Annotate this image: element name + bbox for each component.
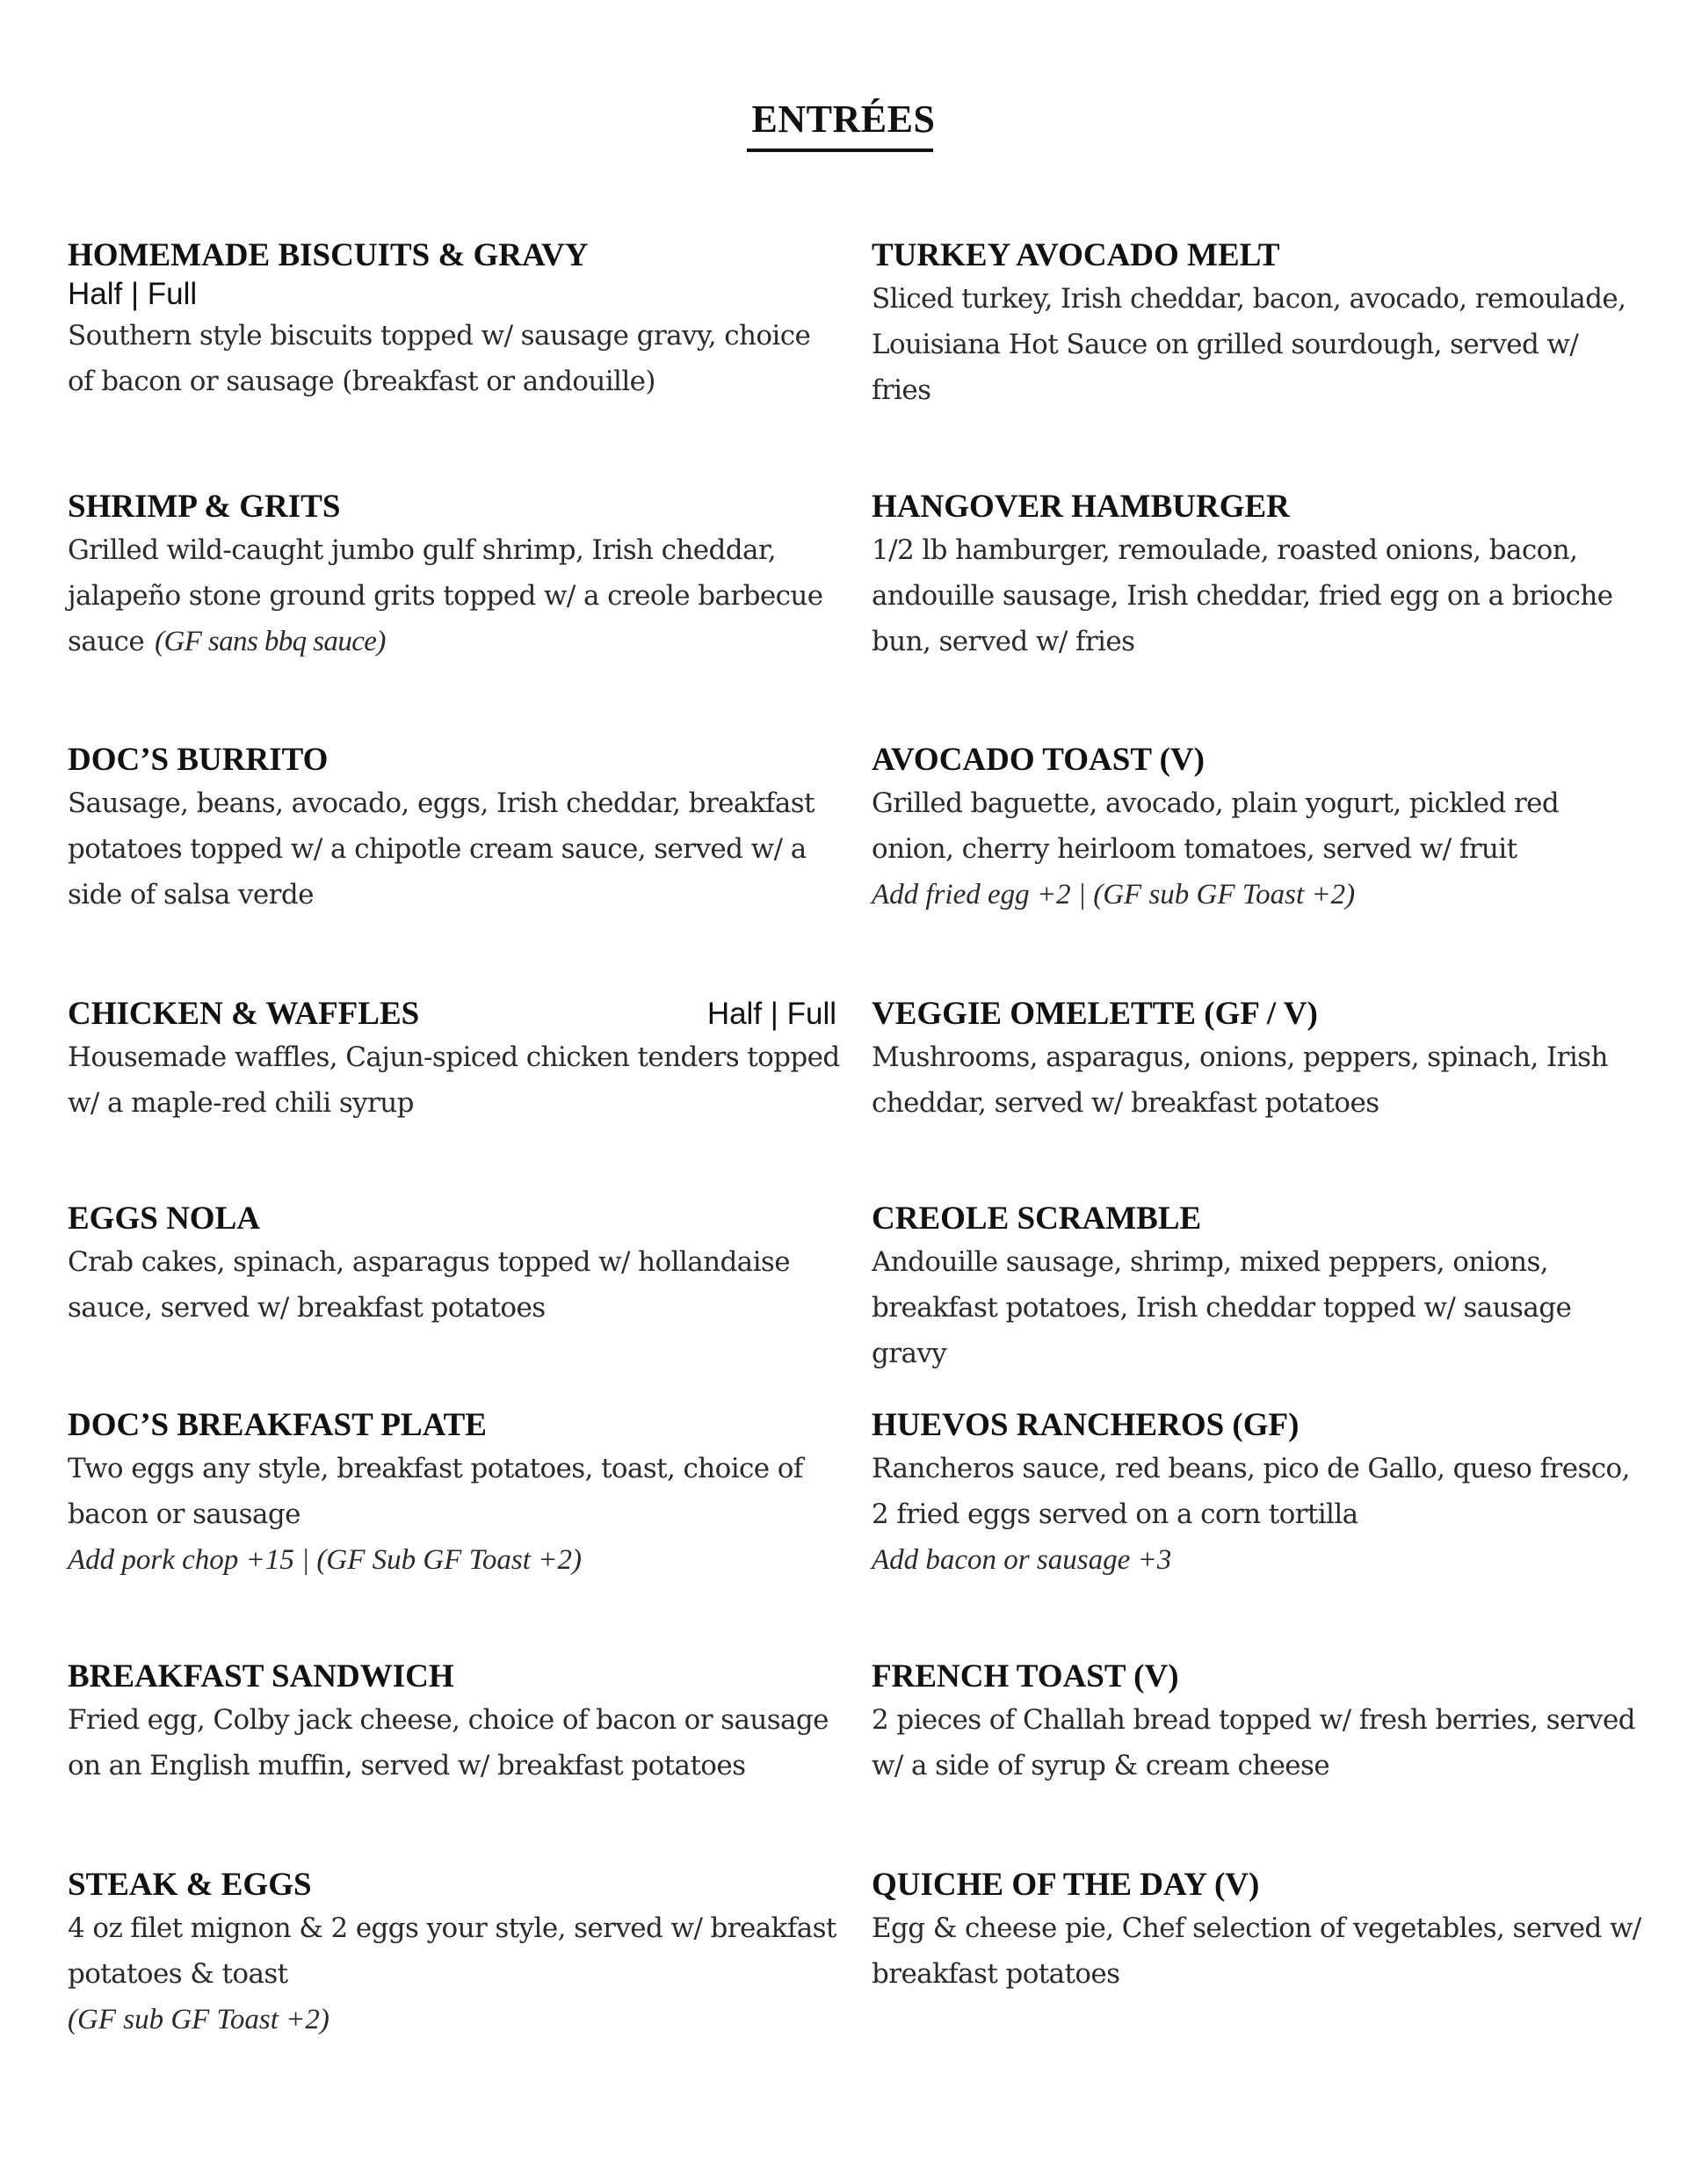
item-description [68,527,841,664]
item-name: DOC’S BREAKFAST PLATE [68,1407,487,1443]
menu-item [68,740,841,918]
item-name: HOMEMADE BISCUITS & GRAVY [68,237,589,273]
item-description: Grilled baguette, avocado, plain yogurt, pickled red onion, cherry heirloom tomatoes, served w/ fruit [872,787,1560,865]
item-add-on-note: Add bacon or sausage +3 [872,1544,1172,1576]
menu-item [872,487,1645,664]
item-description-text: Grilled wild-caught jumbo gulf shrimp, Irish cheddar, jalapeño stone ground grits topped w/ a creole barbecue sauce [68,534,823,657]
item-name: AVOCADO TOAST (V) [872,742,1205,778]
item-description: Rancheros sauce, red beans, pico de Gallo, queso fresco, 2 fried eggs served on a corn tortilla [872,1453,1630,1530]
menu-item [872,1657,1645,1789]
menu-item [872,994,1645,1126]
item-name: FRENCH TOAST (V) [872,1658,1179,1694]
menu-item [68,994,841,1126]
item-name: DOC’S BURRITO [68,742,329,778]
item-name: QUICHE OF THE DAY (V) [872,1867,1260,1903]
item-description: Sliced turkey, Irish cheddar, bacon, avocado, remoulade, Louisiana Hot Sauce on grilled sourdough, served w/ fries [872,283,1626,406]
menu-item [872,236,1645,413]
menu-item [872,1405,1645,1583]
page-title: ENTRÉES [751,98,936,141]
item-name: HANGOVER HAMBURGER [872,489,1290,525]
item-description: Mushrooms, asparagus, onions, peppers, spinach, Irish cheddar, served w/ breakfast potatoes [872,1041,1608,1119]
item-description: Sausage, beans, avocado, eggs, Irish cheddar, breakfast potatoes topped w/ a chipotle cream sauce, served w/ a side of salsa verde [68,787,815,911]
menu-item [68,1865,841,2043]
item-add-on-note: Add fried egg +2 | (GF sub GF Toast +2) [872,879,1356,911]
menu-item [68,1199,841,1331]
item-name: STEAK & EGGS [68,1867,312,1903]
item-name: SHRIMP & GRITS [68,489,341,525]
item-add-on-note: (GF sub GF Toast +2) [68,2004,329,2035]
size-options: Half | Full [68,277,198,311]
item-name: EGGS NOLA [68,1201,260,1237]
menu-item [68,1657,841,1789]
title-underline [747,149,933,152]
item-description: Andouille sausage, shrimp, mixed peppers, onions, breakfast potatoes, Irish cheddar topped w/ sausage gravy [872,1246,1572,1369]
dietary-note: (GF sans bbq sauce) [155,626,386,657]
menu-item [68,487,841,664]
item-name: BREAKFAST SANDWICH [68,1658,454,1694]
item-description: Crab cakes, spinach, asparagus topped w/ hollandaise sauce, served w/ breakfast potatoes [68,1246,790,1324]
item-description: 1/2 lb hamburger, remoulade, roasted onions, bacon, andouille sausage, Irish cheddar, fried egg on a brioche bun, served w/ fries [872,534,1613,657]
item-name: TURKEY AVOCADO MELT [872,237,1280,273]
item-description: Southern style biscuits topped w/ sausage gravy, choice of bacon or sausage (breakfast or andouille) [68,320,811,397]
item-description: Egg & cheese pie, Chef selection of vegetables, served w/ breakfast potatoes [872,1912,1641,1990]
item-description: 4 oz filet mignon & 2 eggs your style, served w/ breakfast potatoes & toast [68,1912,836,1990]
item-add-on-note: Add pork chop +15 | (GF Sub GF Toast +2) [68,1544,582,1576]
menu-item [872,740,1645,918]
item-description: Housemade waffles, Cajun-spiced chicken tenders topped w/ a maple-red chili syrup [68,1041,840,1119]
item-name: CHICKEN & WAFFLES [68,996,420,1032]
menu-item [68,1405,841,1583]
item-name: HUEVOS RANCHEROS (GF) [872,1407,1300,1443]
size-options: Half | Full [706,997,836,1031]
item-name: CREOLE SCRAMBLE [872,1201,1202,1237]
item-description: Two eggs any style, breakfast potatoes, toast, choice of bacon or sausage [68,1453,803,1530]
item-description: Fried egg, Colby jack cheese, choice of bacon or sausage on an English muffin, served w/ breakfast potatoes [68,1704,829,1781]
menu-item [68,236,841,404]
menu-item [872,1199,1645,1376]
menu-item [872,1865,1645,1997]
item-name: VEGGIE OMELETTE (GF / V) [872,996,1318,1032]
item-description: 2 pieces of Challah bread topped w/ fresh berries, served w/ a side of syrup & cream cheese [872,1704,1635,1781]
